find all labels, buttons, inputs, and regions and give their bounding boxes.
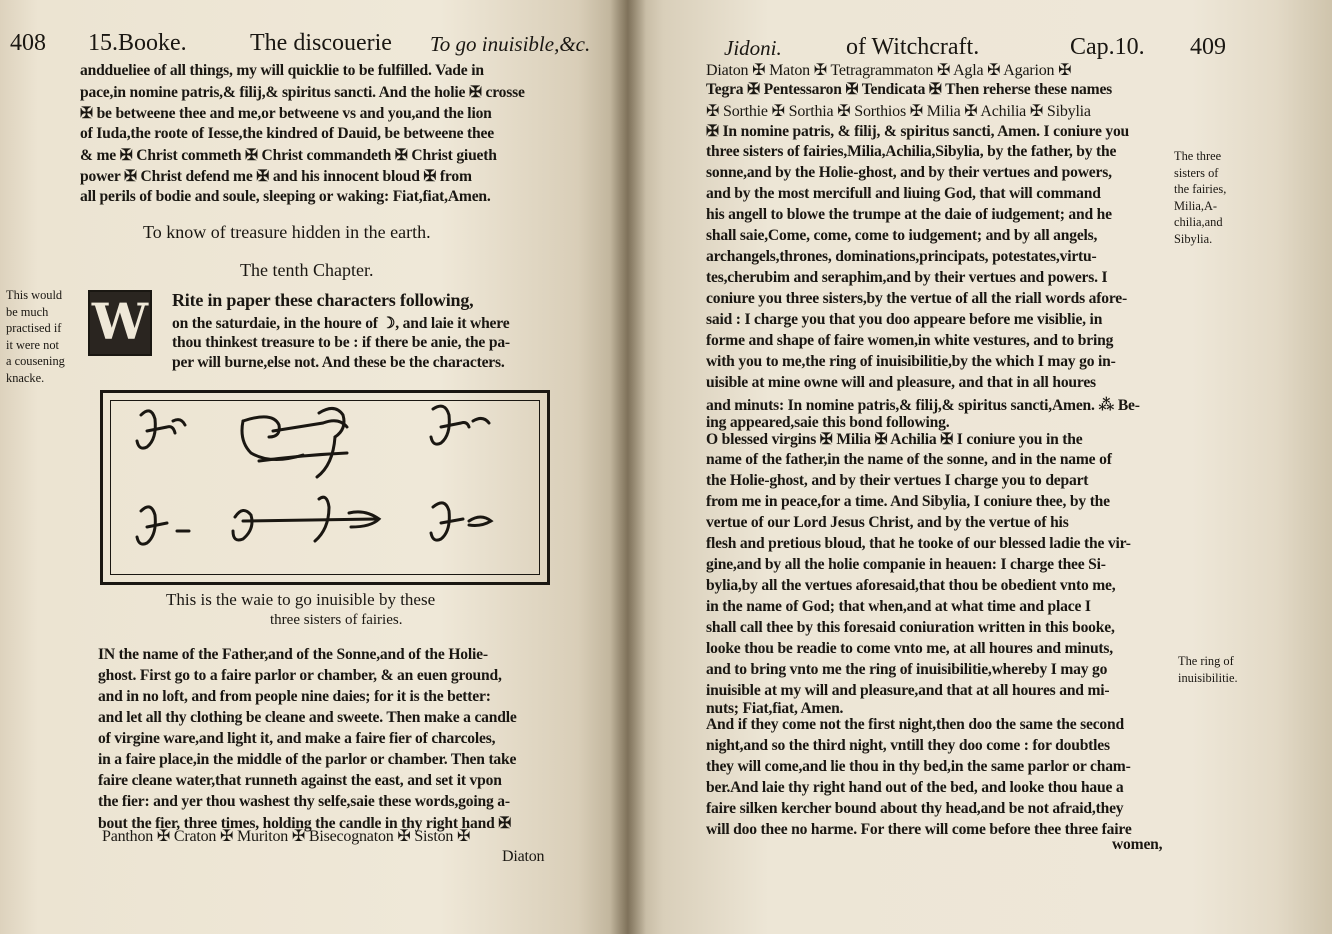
text-line: ✠ Sorthie ✠ Sorthia ✠ Sorthios ✠ Milia ✠ Achilia ✠ Sibylia (706, 103, 1091, 120)
text-line: Panthon ✠ Craton ✠ Muriton ✠ Bisecognaton ✠ Siston ✠ (102, 828, 471, 845)
text-line: Diaton ✠ Maton ✠ Tetragrammaton ✠ Agla ✠ Agarion ✠ (706, 62, 1072, 79)
text-line: faire cleane water,that runneth against the east, and set it vpon (98, 772, 502, 789)
text-line: ✠ In nomine patris, & filij, & spiritus sancti, Amen. I coniure you (706, 123, 1130, 140)
text-line: flesh and pretious bloud, that he tooke of our blessed ladie the vir- (706, 535, 1131, 552)
text-line: pace,in nomine patris,& filij,& spiritus sancti. And the holie ✠ crosse (80, 84, 525, 101)
text-line: O blessed virgins ✠ Milia ✠ Achilia ✠ I coniure you in the (706, 431, 1083, 448)
running-header-italic-right: Jidoni. (724, 36, 782, 60)
left-page (0, 0, 628, 934)
text-line: And if they come not the first night,then doo the same the second (706, 716, 1124, 733)
margin-note-ring: The ring of inuisibilitie. (1178, 654, 1238, 685)
text-line: coniure you three sisters,by the vertue of all the riall words afore- (706, 290, 1128, 307)
text-line: thou thinkest treasure to be : if there be anie, the pa- (172, 334, 510, 351)
text-line: three sisters of fairies,Milia,Achilia,Sibylia, by the father, by the (706, 143, 1117, 160)
text-line: and in no loft, and from people nine daies; for it is the better: (98, 688, 491, 705)
text-line: gine,and by all the holie companie in heauen: I charge thee Si- (706, 556, 1106, 573)
text-line: will doo thee no harme. For there will come before thee three faire (706, 821, 1132, 838)
running-header-title: The discouerie (250, 30, 392, 56)
text-line: shall call thee by this foresaid coniuration written in this booke, (706, 619, 1115, 636)
text-line: vertue of our Lord Jesus Christ, and by the vertue of his (706, 514, 1069, 531)
text-line: ing appeared,saie this bond following. (706, 414, 950, 431)
margin-note-fairies: The three sisters of the fairies, Milia,A- chilia,and Sibylia. (1174, 149, 1227, 246)
text-line: name of the father,in the name of the sonne, and in the name of (706, 451, 1112, 468)
catchword-right: women, (1112, 836, 1163, 853)
text-line: ber.And laie thy right hand out of the bed, and looke thou haue a (706, 779, 1124, 796)
text-line: Rite in paper these characters following, (172, 290, 474, 310)
right-page (628, 0, 1332, 934)
text-line: the fier: and yer thou washest thy selfe,saie these words,going a- (98, 793, 510, 810)
text-line: said : I charge you that you doo appeare before me visiblie, in (706, 311, 1103, 328)
text-line: of virgine ware,and light it, and make a faire fier of charcoles, (98, 730, 496, 747)
text-line: in the name of God; that when,and at what time and place I (706, 598, 1091, 615)
running-header-chapter: Cap.10. (1070, 34, 1145, 60)
text-line: archangels,thrones, dominations,principats, potestates,virtu- (706, 248, 1097, 265)
text-line: they will come,and lie thou in thy bed,in the same parlor or cham- (706, 758, 1131, 775)
text-line: power ✠ Christ defend me ✠ and his innocent bloud ✠ from (80, 168, 472, 185)
text-line: the Holie-ghost, and by their vertues I charge you to depart (706, 472, 1089, 489)
text-line: and minuts: In nomine patris,& filij,& spiritus sancti,Amen. ⁂ Be- (706, 397, 1140, 414)
text-line: all perils of bodie and soule, sleeping or waking: Fiat,fiat,Amen. (80, 188, 491, 205)
page-number-right: 409 (1190, 34, 1226, 60)
decorated-initial: W (88, 290, 152, 356)
catchword-left: Diaton (502, 848, 545, 865)
book-gutter (610, 0, 646, 934)
running-header-book: 15.Booke. (88, 30, 187, 56)
characters-figure (100, 390, 550, 585)
text-line: tes,cherubim and seraphim,and by their vertues and powers. I (706, 269, 1108, 286)
section-subheading-invisible: three sisters of fairies. (270, 612, 403, 628)
text-line: looke thou be readie to come vnto me, at all houres and minuts, (706, 640, 1113, 657)
text-line: IN the name of the Father,and of the Sonne,and of the Holie- (98, 646, 488, 663)
section-heading-treasure: To know of treasure hidden in the earth. (143, 222, 431, 242)
text-line: bout the fier, three times, holding the candle in thy right hand ✠ (98, 815, 512, 832)
text-line: and to bring vnto me the ring of inuisibilitie,whereby I may go (706, 661, 1108, 678)
text-line: forme and shape of faire women,in white vestures, and to bring (706, 332, 1114, 349)
text-line: bylia,by all the vertues aforesaid,that thou be obedient vnto me, (706, 577, 1116, 594)
text-line: anddueliee of all things, my will quicklie to be fulfilled. Vade in (80, 62, 484, 79)
text-line: sonne,and by the Holie-ghost, and by their vertues and powers, (706, 164, 1112, 181)
text-line: ghost. First go to a faire parlor or chamber, & an euen ground, (98, 667, 502, 684)
text-line: faire silken kercher bound about thy head,and be not afraid,they (706, 800, 1124, 817)
chapter-heading: The tenth Chapter. (240, 260, 374, 280)
section-heading-invisible: This is the waie to go inuisible by these (166, 590, 436, 609)
text-line: nuts; Fiat,fiat, Amen. (706, 700, 844, 717)
text-line: his angell to blowe the trumpe at the daie of iudgement; and he (706, 206, 1112, 223)
page-number-left: 408 (10, 30, 46, 56)
text-line: inuisible at my will and pleasure,and that at all houres and mi- (706, 682, 1110, 699)
text-line: in a faire place,in the middle of the parlor or chamber. Then take (98, 751, 517, 768)
text-line: uisible at mine owne will and pleasure, and that in all houres (706, 374, 1096, 391)
text-line: with you to me,the ring of inuisibilitie,by the which I may go in- (706, 353, 1116, 370)
text-line: on the saturdaie, in the houre of ☽, and laie it where (172, 315, 510, 332)
text-line: ✠ be betweene thee and me,or betweene vs and you,and the lion (80, 105, 492, 122)
running-header-title-right: of Witchcraft. (846, 34, 980, 60)
magic-characters-illustration (103, 393, 547, 582)
running-header-italic: To go inuisible,&c. (430, 32, 591, 56)
text-line: of Iuda,the roote of Iesse,the kindred of Dauid, be betweene thee (80, 125, 494, 142)
text-line: from me in peace,for a time. And Sibylia, I coniure thee, by the (706, 493, 1110, 510)
text-line: & me ✠ Christ commeth ✠ Christ commandeth ✠ Christ giueth (80, 147, 497, 164)
text-line: night,and so the third night, vntill they doo come : for doubtles (706, 737, 1110, 754)
text-line: and by the most mercifull and liuing God, that will command (706, 185, 1101, 202)
text-line: per will burne,else not. And these be the characters. (172, 354, 505, 371)
text-line: Tegra ✠ Pentessaron ✠ Tendicata ✠ Then reherse these names (706, 81, 1113, 98)
text-line: shall saie,Come, come, come to iudgement; and by all angels, (706, 227, 1098, 244)
text-line: and let all thy clothing be cleane and sweete. Then make a candle (98, 709, 517, 726)
margin-note-left: This would be much practised if it were not a cousening knacke. (6, 288, 65, 385)
